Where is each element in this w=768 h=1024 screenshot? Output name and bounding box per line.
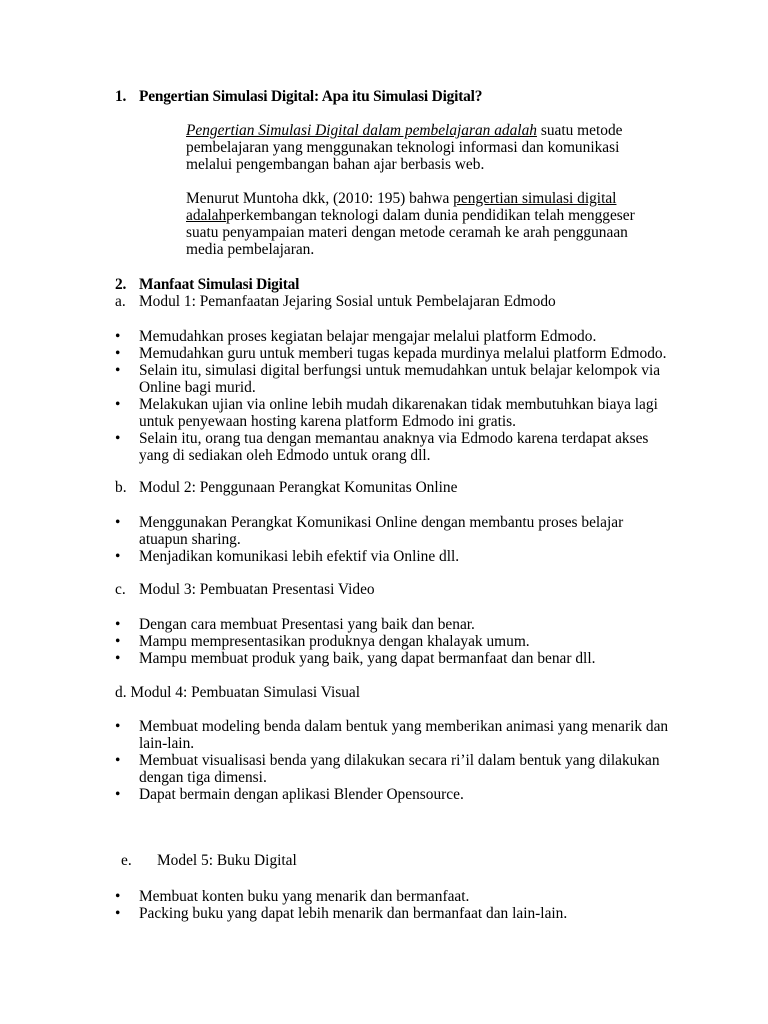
module-e-list bbox=[115, 888, 675, 922]
bullet-icon: • bbox=[115, 514, 121, 531]
module-c-letter: c. bbox=[115, 581, 126, 598]
bullet-icon: • bbox=[115, 888, 121, 905]
list-item: • Memudahkan proses kegiatan belajar mengajar melalui platform Edmodo. bbox=[115, 328, 597, 345]
list-item: • Mampu membuat produk yang baik, yang dapat bermanfaat dan benar dll. bbox=[115, 650, 596, 667]
list-item: • Dapat bermain dengan aplikasi Blender Opensource. bbox=[115, 786, 464, 803]
paragraph-2-intro: Menurut Muntoha dkk, (2010: 195) bahwa bbox=[186, 190, 454, 207]
bullet-icon: • bbox=[115, 616, 121, 633]
bullet-icon: • bbox=[115, 650, 121, 667]
module-a-list bbox=[115, 328, 675, 464]
bullet-icon: • bbox=[115, 396, 121, 413]
module-d-list bbox=[115, 718, 675, 803]
bullet-icon: • bbox=[115, 328, 121, 345]
section1-number: 1. bbox=[115, 88, 127, 105]
module-b-title: Modul 2: Penggunaan Perangkat Komunitas Online bbox=[139, 479, 458, 496]
section1-paragraph-1 bbox=[139, 122, 635, 173]
module-e-letter: e. bbox=[121, 852, 132, 869]
module-d-title: d. Modul 4: Pembuatan Simulasi Visual bbox=[115, 684, 361, 701]
bullet-icon: • bbox=[115, 718, 121, 735]
list-item: • Mampu mempresentasikan produknya dengan khalayak umum. bbox=[115, 633, 530, 650]
module-e-heading bbox=[121, 852, 297, 869]
module-b-letter: b. bbox=[115, 479, 127, 496]
definition-link[interactable]: Pengertian Simulasi Digital dalam pembelajaran adalah bbox=[186, 122, 537, 139]
list-item: • Menggunakan Perangkat Komunikasi Online dengan membantu proses belajar atuapun sharing. bbox=[115, 514, 624, 548]
module-c-title: Modul 3: Pembuatan Presentasi Video bbox=[139, 581, 375, 598]
definition-link-2[interactable]: pengertian simulasi digital adalah bbox=[186, 190, 617, 224]
list-item: • Melakukan ujian via online lebih mudah dikarenakan tidak membutuhkan biaya lagi untuk penyewaan hosting karena platform Edmodo ini gratis. bbox=[115, 396, 658, 430]
module-b-heading bbox=[115, 479, 457, 496]
module-c-heading bbox=[115, 581, 375, 598]
section2-number: 2. bbox=[115, 276, 127, 293]
module-b-list bbox=[115, 514, 675, 565]
module-a-title: Modul 1: Pemanfaatan Jejaring Sosial untuk Pembelajaran Edmodo bbox=[139, 293, 556, 310]
module-e-title: Model 5: Buku Digital bbox=[157, 852, 297, 869]
section2-title: Manfaat Simulasi Digital bbox=[139, 276, 300, 293]
bullet-icon: • bbox=[115, 905, 121, 922]
bullet-icon: • bbox=[115, 752, 121, 769]
module-a-heading bbox=[115, 293, 556, 310]
paragraph-2-text: perkembangan teknologi dalam dunia pendidikan telah menggeser suatu penyampaian materi dengan metode ceramah ke arah penggunaan media pembelajaran. bbox=[186, 207, 635, 258]
list-item: • Menjadikan komunikasi lebih efektif via Online dll. bbox=[115, 548, 460, 565]
module-a-letter: a. bbox=[115, 293, 126, 310]
list-item: • Selain itu, orang tua dengan memantau anaknya via Edmodo karena terdapat akses yang di sediakan oleh Edmodo untuk orang dll. bbox=[115, 430, 649, 464]
module-c-list bbox=[115, 616, 675, 667]
bullet-icon: • bbox=[115, 633, 121, 650]
section1-paragraph-2 bbox=[139, 190, 635, 258]
list-item: • Membuat visualisasi benda yang dilakukan secara ri’il dalam bentuk yang dilakukan dengan tiga dimensi. bbox=[115, 752, 660, 786]
bullet-icon: • bbox=[115, 548, 121, 565]
list-item: • Membuat konten buku yang menarik dan bermanfaat. bbox=[115, 888, 470, 905]
section1-title: Pengertian Simulasi Digital: Apa itu Simulasi Digital? bbox=[139, 88, 483, 105]
module-d-heading bbox=[115, 684, 360, 701]
list-item: • Selain itu, simulasi digital berfungsi untuk memudahkan untuk belajar kelompok via Online bagi murid. bbox=[115, 362, 661, 396]
bullet-icon: • bbox=[115, 786, 121, 803]
list-item: • Dengan cara membuat Presentasi yang baik dan benar. bbox=[115, 616, 475, 633]
bullet-icon: • bbox=[115, 345, 121, 362]
list-item: • Packing buku yang dapat lebih menarik dan bermanfaat dan lain-lain. bbox=[115, 905, 568, 922]
list-item: • Membuat modeling benda dalam bentuk yang memberikan animasi yang menarik dan lain-lain. bbox=[115, 718, 669, 752]
paragraph-1-text: suatu metode pembelajaran yang menggunakan teknologi informasi dan komunikasi melalui pengembangan bahan ajar berbasis web. bbox=[186, 122, 623, 173]
bullet-icon: • bbox=[115, 362, 121, 379]
list-item: • Memudahkan guru untuk memberi tugas kepada murdinya melalui platform Edmodo. bbox=[115, 345, 667, 362]
bullet-icon: • bbox=[115, 430, 121, 447]
